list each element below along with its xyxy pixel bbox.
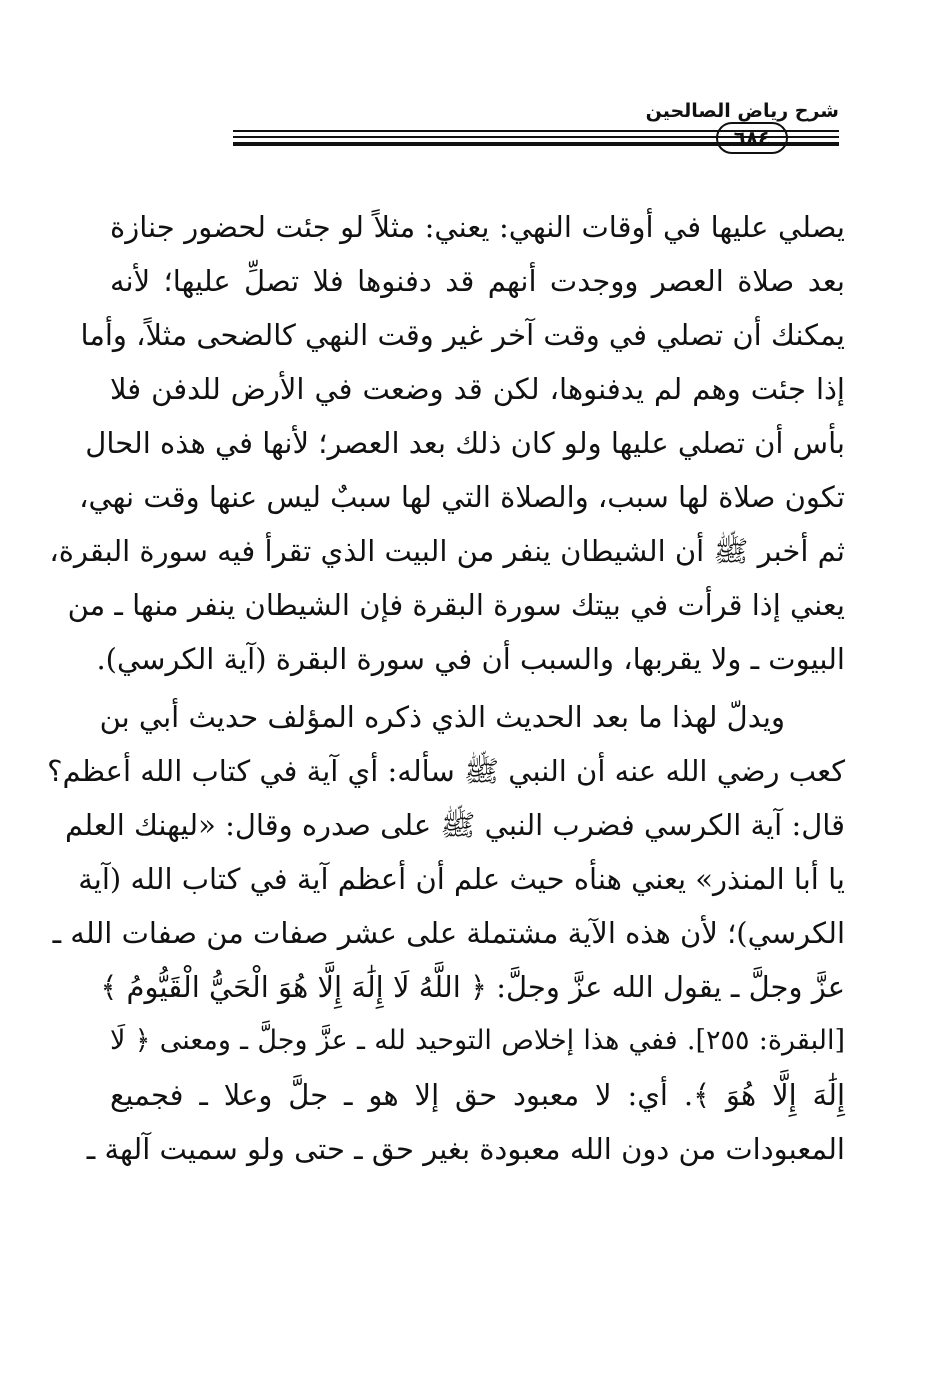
text-line: يصلي عليها في أوقات النهي: يعني: مثلاً لو جئت لحضور جنازة: [110, 210, 845, 244]
page-number: ٦٨٤: [716, 122, 788, 154]
text-line: المعبودات من دون الله معبودة بغير حق ـ حتى ولو سميت آلهة ـ: [86, 1132, 845, 1166]
text-line: يا أبا المنذر» يعني هنأه حيث علم أن أعظم آية في كتاب الله (آية: [78, 862, 845, 896]
text-line: بأس أن تصلي عليها ولو كان ذلك بعد العصر؛ لأنها في هذه الحال: [85, 426, 845, 460]
text-line: يعني إذا قرأت في بيتك سورة البقرة فإن الشيطان ينفر منها ـ من: [67, 588, 845, 622]
running-title: شرح رياض الصالحين: [645, 100, 839, 122]
text-line: [البقرة: ٢٥٥]. ففي هذا إخلاص التوحيد لله ـ عزَّ وجلَّ ـ ومعنى ﴿ لَا: [110, 1025, 845, 1056]
text-line: ويدلّ لهذا ما بعد الحديث الذي ذكره المؤلف حديث أبي بن: [99, 700, 785, 734]
text-line: تكون صلاة لها سبب، والصلاة التي لها سببٌ ليس عنها وقت نهي،: [79, 480, 845, 514]
text-line: الكرسي)؛ لأن هذه الآية مشتملة على عشر صفات من صفات الله ـ: [52, 916, 845, 950]
text-line: ثم أخبر ﷺ أن الشيطان ينفر من البيت الذي تقرأ فيه سورة البقرة،: [49, 534, 845, 568]
text-line: قال: آية الكرسي فضرب النبي ﷺ على صدره وقال: «ليهنك العلم: [64, 808, 845, 842]
header-rule-left: [790, 130, 838, 148]
paragraph-1: [49, 200, 845, 686]
text-line: عزَّ وجلَّ ـ يقول الله عزَّ وجلَّ: ﴿ اللَّهُ لَا إِلَٰهَ إِلَّا هُوَ الْحَيُّ الْقَيُّومُ ﴾: [100, 970, 845, 1004]
text-line: إِلَٰهَ إِلَّا هُوَ ﴾. أي: لا معبود حق إلا هو ـ جلَّ وعلا ـ فجميع: [110, 1078, 845, 1112]
text-line: إذا جئت وهم لم يدفنوها، لكن قد وضعت في الأرض للدفن فلا: [110, 372, 845, 406]
text-line: بعد صلاة العصر ووجدت أنهم قد دفنوها فلا تصلِّ عليها؛ لأنه: [110, 264, 845, 298]
header-rule-thick: [790, 142, 838, 146]
text-line: كعب رضي الله عنه أن النبي ﷺ سأله: أي آية في كتاب الله أعظم؟: [47, 754, 845, 788]
header-rule-thin: [790, 130, 838, 132]
paragraph-2: [47, 690, 845, 1176]
header-rule-mid: [790, 136, 838, 138]
text-line: البيوت ـ ولا يقربها، والسبب أن في سورة البقرة (آية الكرسي).: [96, 642, 845, 676]
text-line: يمكنك أن تصلي في وقت آخر غير وقت النهي كالضحى مثلاً، وأما: [80, 318, 845, 352]
